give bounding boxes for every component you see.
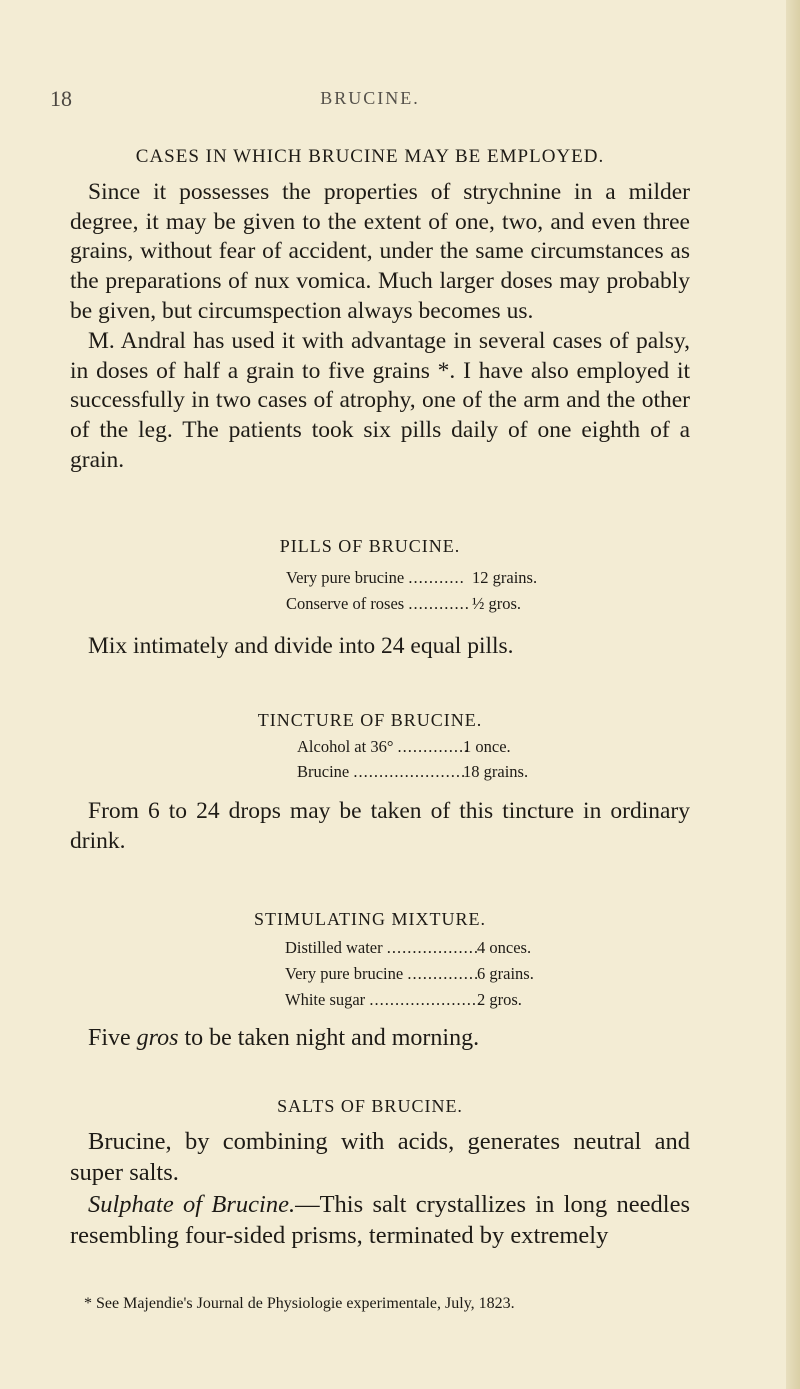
cases-paragraph-1-text: Since it possesses the properties of strychnine in a milder degree, it may be given to the extent of one, two, and even three grains, without fear of accident, under the same circumstances as the preparations of nux vomica. Much larger doses may probably be given, but circumspection always becomes us. [70, 179, 690, 324]
stimulating-row-3 [285, 990, 522, 1010]
pills-instruction [70, 632, 690, 662]
pills-row-1 [286, 568, 538, 588]
leader-dots: ...................... [369, 990, 483, 1009]
ingredient: Distilled water [285, 938, 383, 957]
pills-row-2 [286, 594, 522, 614]
tincture-instruction-text: From 6 to 24 drops may be taken of this tincture in ordinary drink. [70, 798, 690, 854]
ingredient: Very pure brucine [286, 568, 405, 587]
salts-paragraph-1 [70, 1126, 690, 1188]
quantity: 2 gros. [477, 990, 522, 1009]
leader-dots: .................. [386, 938, 479, 957]
leader-dots: ........... [408, 568, 465, 587]
leader-dots: .............. [407, 964, 480, 983]
quantity: 1 once. [463, 737, 511, 756]
pills-instruction-text: Mix intimately and divide into 24 equal pills. [88, 633, 514, 659]
ingredient: Brucine [297, 762, 350, 781]
quantity: 18 grains. [463, 762, 529, 781]
pills-heading: PILLS OF BRUCINE. [279, 536, 461, 556]
tincture-instruction [70, 796, 690, 856]
stimulating-instruction-em: gros [136, 1025, 179, 1051]
stimulating-row-2 [285, 964, 534, 984]
salts-heading: SALTS OF BRUCINE. [277, 1096, 463, 1116]
sulphate-text: —This salt crystallizes in long needles resembling four-sided prisms, terminated by extremely [70, 1191, 690, 1249]
ingredient: White sugar [285, 990, 366, 1009]
tincture-heading: TINCTURE OF BRUCINE. [257, 710, 483, 730]
cases-paragraph-2-text: M. Andral has used it with advantage in several cases of palsy, in doses of half a grain to five grains *. I have also employed it successfully in two cases of atrophy, one of the arm and the other of the leg. The patients took six pills daily of one eighth of a grain. [70, 328, 690, 473]
cases-paragraph-2 [70, 327, 690, 476]
stimulating-row-1 [285, 938, 532, 958]
cases-heading: CASES IN WHICH BRUCINE MAY BE EMPLOYED. [135, 146, 605, 167]
salts-paragraph-1-text: Brucine, by combining with acids, generates neutral and super salts. [70, 1128, 690, 1186]
quantity: 4 onces. [477, 938, 532, 957]
ingredient: Very pure brucine [285, 964, 404, 983]
quantity: 6 grains. [477, 964, 534, 983]
stimulating-heading: STIMULATING MIXTURE. [254, 909, 486, 929]
ingredient: Alcohol at 36° [297, 737, 394, 756]
running-head-title: BRUCINE. [320, 88, 420, 108]
stimulating-instruction-post: to be taken night and morning. [178, 1025, 480, 1051]
footnote: * See Majendie's Journal de Physiologie experimentale, July, 1823. [84, 1295, 515, 1312]
sulphate-term: Sulphate of Brucine. [88, 1191, 296, 1218]
quantity: 12 grains. [472, 568, 538, 587]
leader-dots: ...................... [353, 762, 467, 781]
page-number: 18 [50, 86, 72, 111]
stimulating-instruction [70, 1024, 690, 1054]
quantity: ½ gros. [472, 594, 522, 613]
stimulating-instruction-pre: Five [88, 1025, 137, 1051]
tincture-row-1 [297, 737, 511, 757]
leader-dots: .............. [397, 737, 470, 756]
page-edge [786, 0, 800, 1389]
tincture-row-2 [297, 762, 529, 782]
leader-dots: ............ [408, 594, 470, 613]
ingredient: Conserve of roses [286, 594, 405, 613]
running-head [50, 86, 690, 110]
salts-paragraph-2 [70, 1189, 690, 1251]
cases-paragraph-1 [70, 178, 690, 327]
